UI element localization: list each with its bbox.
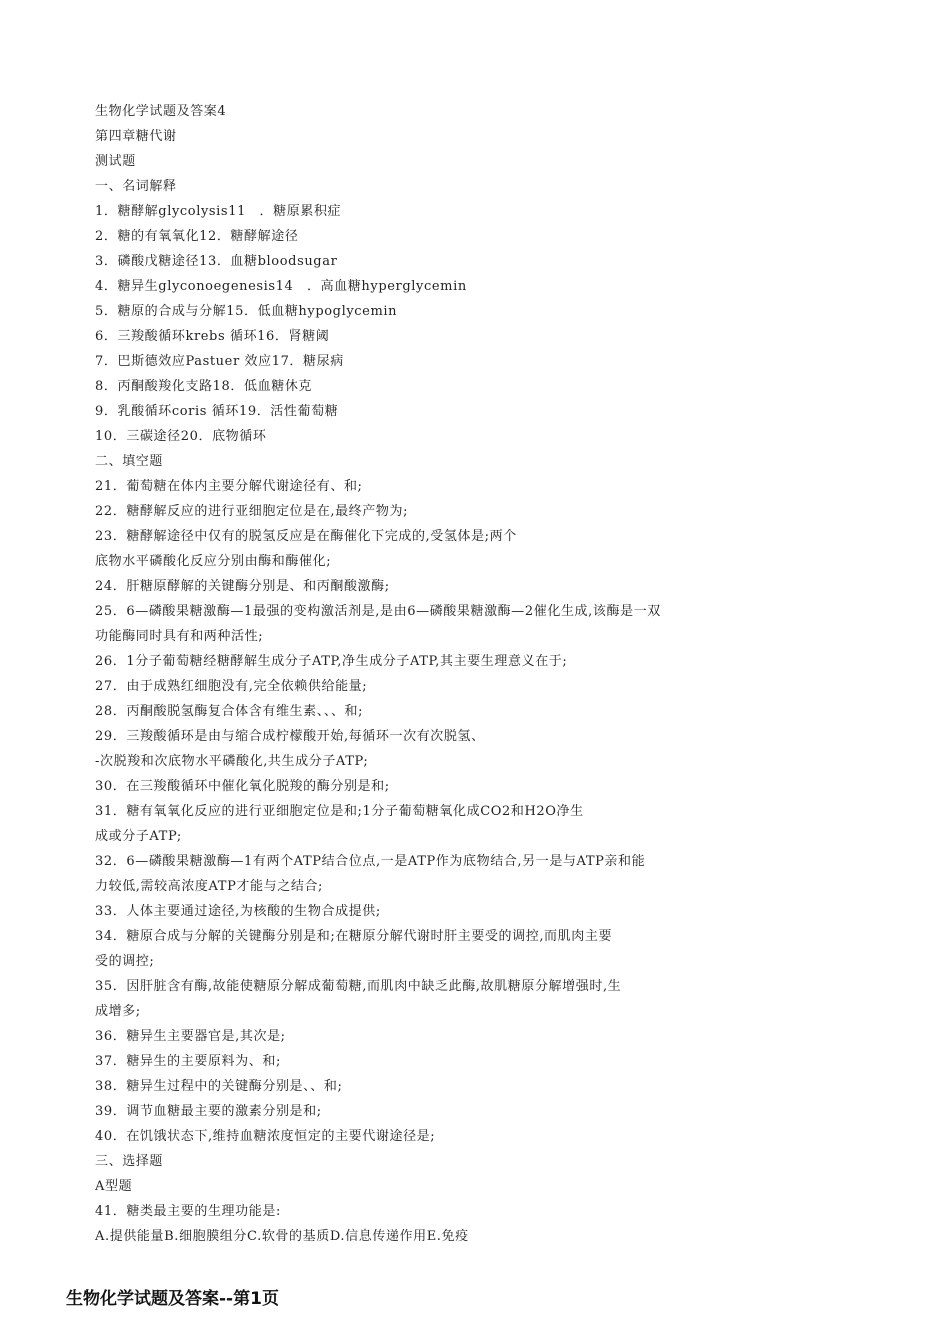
text-line: 1．糖酵解glycolysis11 ．糖原累积症	[95, 204, 342, 219]
text-line: 7．巴斯德效应Pastuer 效应17．糖尿病	[95, 354, 344, 369]
text-line: 32．6—磷酸果糖激酶—1有两个ATP结合位点,一是ATP作为底物结合,另一是与ATP亲和能	[95, 854, 646, 869]
text-line: 三、选择题	[95, 1154, 164, 1169]
text-line: 二、填空题	[95, 454, 164, 469]
text-line: 30．在三羧酸循环中催化氧化脱羧的酶分别是和;	[95, 779, 390, 794]
text-line: 底物水平磷酸化反应分别由酶和酶催化;	[95, 554, 332, 569]
text-line: 22．糖酵解反应的进行亚细胞定位是在,最终产物为;	[95, 504, 409, 519]
text-line: 10．三碳途径20．底物循环	[95, 429, 267, 444]
text-line: 一、名词解释	[95, 179, 177, 194]
text-line: -次脱羧和次底物水平磷酸化,共生成分子ATP;	[95, 754, 369, 769]
text-line: 39．调节血糖最主要的激素分别是和;	[95, 1104, 322, 1119]
text-line: 33．人体主要通过途径,为核酸的生物合成提供;	[95, 904, 381, 919]
text-line: 36．糖异生主要器官是,其次是;	[95, 1029, 286, 1044]
text-line: 测试题	[95, 154, 136, 169]
text-line: 生物化学试题及答案4	[95, 104, 227, 119]
text-line: 成或分子ATP;	[95, 829, 182, 844]
text-line: 27．由于成熟红细胞没有,完全依赖供给能量;	[95, 679, 368, 694]
text-line: A型题	[95, 1179, 133, 1194]
text-line: 41．糖类最主要的生理功能是:	[95, 1204, 281, 1219]
text-line: 38．糖异生过程中的关键酶分别是、、和;	[95, 1079, 343, 1094]
text-line: 31．糖有氧氧化反应的进行亚细胞定位是和;1分子葡萄糖氧化成CO2和H2O净生	[95, 804, 584, 819]
text-line: 28．丙酮酸脱氢酶复合体含有维生素、、、和;	[95, 704, 364, 719]
text-line: 37．糖异生的主要原料为、和;	[95, 1054, 281, 1069]
text-line: 4．糖异生glyconoegenesis14 ．高血糖hyperglycemin	[95, 279, 467, 294]
text-line: 21．葡萄糖在体内主要分解代谢途径有、和;	[95, 479, 363, 494]
text-line: 功能酶同时具有和两种活性;	[95, 629, 264, 644]
text-line: 35．因肝脏含有酶,故能使糖原分解成葡萄糖,而肌肉中缺乏此酶,故肌糖原分解增强时,生	[95, 979, 622, 994]
text-line: 24．肝糖原酵解的关键酶分别是、和丙酮酸激酶;	[95, 579, 390, 594]
text-line: 9．乳酸循环coris 循环19．活性葡萄糖	[95, 404, 339, 419]
page-footer: 生物化学试题及答案--第1页	[66, 1289, 279, 1309]
text-line: 6．三羧酸循环krebs 循环16．肾糖阈	[95, 329, 330, 344]
text-line: 受的调控;	[95, 954, 155, 969]
text-line: 26．1分子葡萄糖经糖酵解生成分子ATP,净生成分子ATP,其主要生理意义在于;	[95, 654, 568, 669]
text-line: 力较低,需较高浓度ATP才能与之结合;	[95, 879, 324, 894]
document-body	[95, 99, 715, 1249]
text-line: 23．糖酵解途径中仅有的脱氢反应是在酶催化下完成的,受氢体是;两个	[95, 529, 517, 544]
text-line: A.提供能量B.细胞膜组分C.软骨的基质D.信息传递作用E.免疫	[95, 1229, 469, 1244]
text-line: 8．丙酮酸羧化支路18．低血糖休克	[95, 379, 313, 394]
text-line: 34．糖原合成与分解的关键酶分别是和;在糖原分解代谢时肝主要受的调控,而肌肉主要	[95, 929, 613, 944]
text-line: 2．糖的有氧氧化12．糖酵解途径	[95, 229, 299, 244]
text-line: 第四章糖代谢	[95, 129, 177, 144]
text-line: 成增多;	[95, 1004, 141, 1019]
text-line: 3．磷酸戊糖途径13．血糖bloodsugar	[95, 254, 338, 269]
text-line: 40．在饥饿状态下,维持血糖浓度恒定的主要代谢途径是;	[95, 1129, 436, 1144]
text-line: 25．6—磷酸果糖激酶—1最强的变构激活剂是,是由6—磷酸果糖激酶—2催化生成,该酶是一双	[95, 604, 661, 619]
text-line: 29．三羧酸循环是由与缩合成柠檬酸开始,每循环一次有次脱氢、	[95, 729, 485, 744]
text-line: 5．糖原的合成与分解15．低血糖hypoglycemin	[95, 304, 398, 319]
